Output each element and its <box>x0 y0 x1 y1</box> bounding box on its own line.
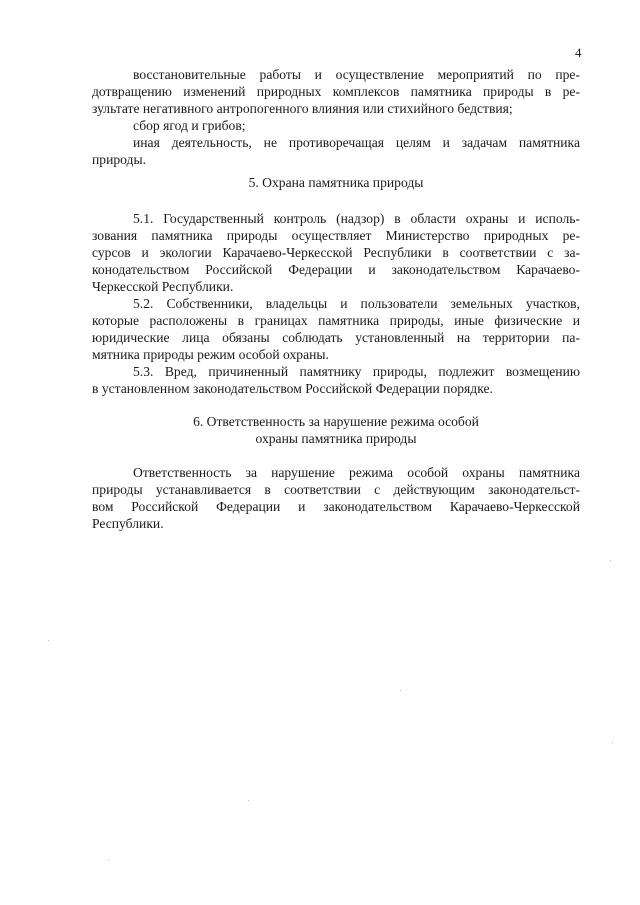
section-6-heading: охраны памятника природы <box>255 431 417 446</box>
page-number: 4 <box>575 45 582 60</box>
paragraph-5-2-line: мятника природы режим особой охраны. <box>92 347 329 362</box>
paragraph-5-2-line: которые расположены в границах памятника природы, иные физические и <box>92 313 580 328</box>
list-line: природы. <box>92 152 146 167</box>
paragraph-5-1-line: Черкесской Республики. <box>92 279 234 294</box>
paragraph-5-1-line: 5.1. Государственный контроль (надзор) в области охраны и исполь- <box>133 211 580 226</box>
list-line: восстановительные работы и осуществление мероприятий по пре- <box>133 67 580 82</box>
paragraph-5-3-line: в установленном законодательством Российской Федерации порядке. <box>92 381 493 396</box>
section-5-heading: 5. Охрана памятника природы <box>248 175 424 190</box>
paragraph-6-line: Ответственность за нарушение режима особой охраны памятника <box>133 465 580 480</box>
paragraph-6-line: природы устанавливается в соответствии с действующим законодательст- <box>92 482 580 497</box>
paragraph-5-1-line: сурсов и экологии Карачаево-Черкесской Республики в соответствии с за- <box>92 245 580 260</box>
paragraph-6-line: Республики. <box>92 516 164 531</box>
scan-speck <box>248 800 249 801</box>
paragraph-5-2-line: 5.2. Собственники, владельцы и пользователи земельных участков, <box>133 296 580 311</box>
list-item: сбор ягод и грибов; <box>133 118 246 133</box>
scan-speck <box>108 860 109 861</box>
list-line: зультате негативного антропогенного влияния или стихийного бедствия; <box>92 101 513 116</box>
section-6-heading: 6. Ответственность за нарушение режима особой <box>193 414 479 429</box>
list-line: дотвращению изменений природных комплексов памятника природы в ре- <box>92 84 580 99</box>
paragraph-5-3-line: 5.3. Вред, причиненный памятнику природы, подлежит возмещению <box>133 364 580 379</box>
paragraph-5-1-line: зования памятника природы осуществляет Министерство природных ре- <box>92 228 580 243</box>
paragraph-5-2-line: юридические лица обязаны соблюдать установленный на территории па- <box>92 330 580 345</box>
scan-speck <box>610 560 611 561</box>
paragraph-6-line: вом Российской Федерации и законодательством Карачаево-Черкесской <box>92 499 580 514</box>
scan-speck <box>400 690 401 691</box>
scan-speck <box>48 640 49 641</box>
list-item: иная деятельность, не противоречащая целям и задачам памятника <box>133 135 580 150</box>
scan-speck <box>612 742 613 743</box>
paragraph-5-1-line: конодательством Российской Федерации и законодательством Карачаево- <box>92 262 580 277</box>
